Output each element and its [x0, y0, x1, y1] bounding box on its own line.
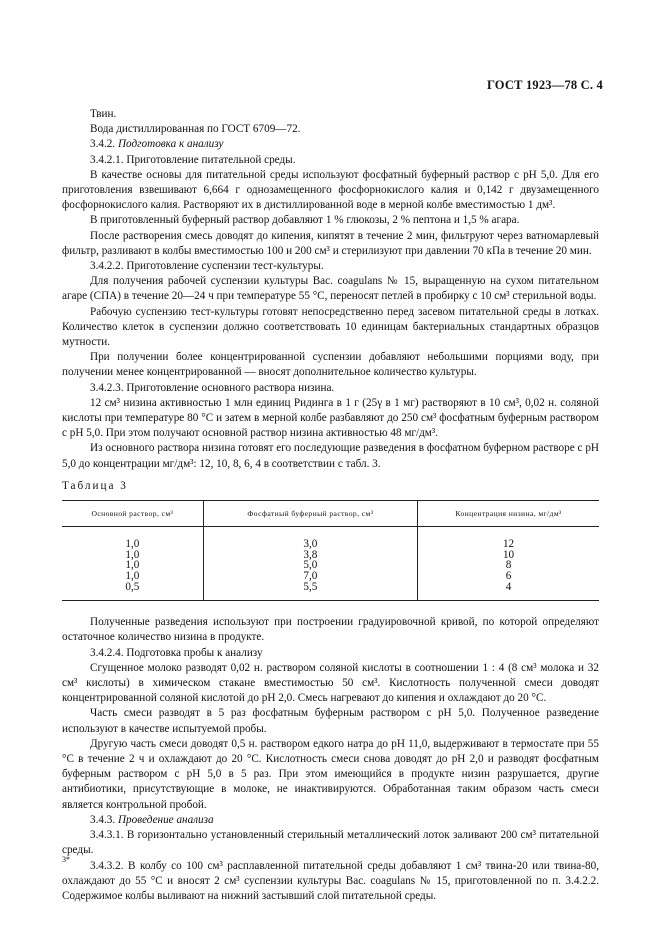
document-body — [62, 107, 599, 904]
table-row — [62, 550, 599, 561]
table-cell: 12 — [502, 538, 515, 551]
paragraph: Другую часть смеси доводят 0,5 н. раствором едкого натра до рН 11,0, выдерживают в термостате при 55 °С в течение 2 ч и охлаждают до 20 °С. Кислотность смеси снова доводят до рН 2,0 и разводят фосфатным буферным раствором с рН 5,0 в 5 раз. При этом имеющийся в продукте низин разрушается, другие антибиотики, присутствующие в молоке, не инактивируются. Обработанная таким образом часть смеси является контрольной пробой. — [62, 737, 599, 811]
paragraph: Из основного раствора низина готовят его последующие разведения в фосфатном буферном растворе с рН 5,0 до концентрации мг/дм³: 12, 10, 8, 6, 4 в соответствии с табл. 3. — [62, 442, 599, 470]
section-heading-3-4-3 — [62, 813, 599, 828]
table-caption: Таблица 3 — [62, 479, 128, 492]
table-cell: 5,0 — [203, 560, 417, 571]
table-cell: 7,0 — [203, 571, 417, 582]
paragraph: Для получения рабочей суспензии культуры Bac. coagulans № 15, выращенную на сухом питательном агаре (СПА) в течение 20—24 ч при температуре 55 °С, переносят петлей в пробирку с 10 см³ стерильной воды. — [62, 275, 599, 303]
table-3 — [62, 500, 599, 601]
paragraph: В качестве основы для питательной среды используют фосфатный буферный раствор с рН 5,0. Для его приготовления взвешивают 6,664 г однозамещенного фосфорнокислого калия и 0,142 г двузамещенного фосфорнокислого калия. Растворяют их в дистиллированной воде в мерной колбе вместимостью 1 дм³. — [62, 168, 599, 212]
paragraph: 3.4.2.1. Приготовление питательной среды. — [90, 153, 296, 166]
table-row — [62, 527, 599, 550]
table-cell: 3,8 — [203, 550, 417, 561]
paragraph: 3.4.2.2. Приготовление суспензии тест-культуры. — [90, 260, 324, 273]
paragraph: При получении более концентрированной суспензии добавляют небольшими порциями воду, при получении менее концентрированной — вносят дополнительное количество культуры. — [62, 351, 599, 379]
section-title: Подготовка к анализу — [117, 138, 224, 151]
table-cell: 1,0 — [125, 548, 140, 561]
page-header: ГОСТ 1923—78 С. 4 — [486, 78, 603, 92]
paragraph: Рабочую суспензию тест-культуры готовят непосредственно перед засевом питательной среды в лотках. Количество клеток в суспензии должно соответствовать 10 единицам бактериальных стандартных образцов мутности. — [62, 305, 599, 349]
table-cell: 10 — [502, 548, 515, 561]
page-footer-mark: 3* — [62, 855, 70, 864]
section-title: Проведение анализа — [117, 813, 214, 826]
paragraph: 3.4.2.3. Приготовление основного раствора низина. — [90, 381, 335, 394]
paragraph: 12 см³ низина активностью 1 млн единиц Ридинга в 1 г (25γ в 1 мг) растворяют в 10 см³, 0,02 н. соляной кислоты при температуре 80 °С и затем в мерной колбе разбавляют до 250 см³ фосфатным буферным раствором с рН 5,0. При этом получают основной раствор низина активностью 48 мг/дм³. — [62, 396, 599, 440]
table-row — [62, 582, 599, 601]
paragraph: Часть смеси разводят в 5 раз фосфатным буферным раствором с рН 5,0. Полученное разведение используют в качестве испытуемой пробы. — [62, 707, 599, 735]
table-cell: 3,0 — [203, 527, 417, 550]
table-header-cell: Концентрация низина, мг/дм³ — [418, 501, 599, 527]
section-number: 3.4.2. — [90, 138, 116, 151]
table-header-cell: Фосфатный буферный раствор, см³ — [203, 501, 417, 527]
table-cell: 6 — [505, 570, 512, 583]
table-cell: 1,0 — [125, 538, 140, 551]
paragraph: Вода дистиллированная по ГОСТ 6709—72. — [90, 123, 301, 136]
table-cell: 0,5 — [62, 582, 203, 601]
section-number: 3.4.3. — [90, 813, 116, 826]
paragraph: Сгущенное молоко разводят 0,02 н. раствором соляной кислоты в соотношении 1 : 4 (8 см³ молока и 32 см³ кислоты) в химическом стакане вместимостью 50 см³. Кислотность полученной смеси доводят концентрированной соляной кислотой до рН 2,0. Смесь нагревают до кипения и охлаждают до 20 °С. — [62, 661, 599, 705]
paragraph: 3.4.2.4. Подготовка пробы к анализу — [90, 646, 263, 659]
paragraph: В приготовленный буферный раствор добавляют 1 % глюкозы, 2 % пептона и 1,5 % агара. — [90, 214, 520, 227]
table-row — [62, 560, 599, 571]
table-cell: 5,5 — [203, 582, 417, 601]
paragraph: После растворения смесь доводят до кипения, кипятят в течение 2 мин, фильтруют через ватномарлевый фильтр, разливают в колбы вместимостью 100 и 200 см³ и стерилизуют при давлении 70 кПа в течение 20 мин. — [62, 229, 599, 257]
table-cell: 1,0 — [125, 570, 140, 583]
paragraph: Твин. — [90, 108, 117, 120]
table-cell: 8 — [505, 559, 512, 572]
table-cell: 1,0 — [125, 559, 140, 572]
table-header-row — [62, 501, 599, 527]
paragraph: 3.4.3.2. В колбу со 100 см³ расплавленной питательной среды добавляют 1 см³ твина-20 или твина-80, охлаждают до 55 °С и вносят 2 см³ суспензии культуры Bac. coagulans № 15, приготовленной по п. 3.4.2.2. Содержимое колбы выливают на нижний застывший слой питательной среды. — [62, 859, 599, 902]
table-row — [62, 571, 599, 582]
paragraph: 3.4.3.1. В горизонтально установленный стерильный металлический лоток заливают 200 см³ питательной среды. — [62, 829, 599, 857]
table-header-cell: Основной раствор, см³ — [62, 501, 203, 527]
paragraph: Полученные разведения используют при построении градуировочной кривой, по которой определяют остаточное количество низина в продукте. — [62, 616, 599, 644]
section-heading-3-4-2 — [62, 137, 599, 152]
table-cell: 4 — [418, 582, 599, 601]
